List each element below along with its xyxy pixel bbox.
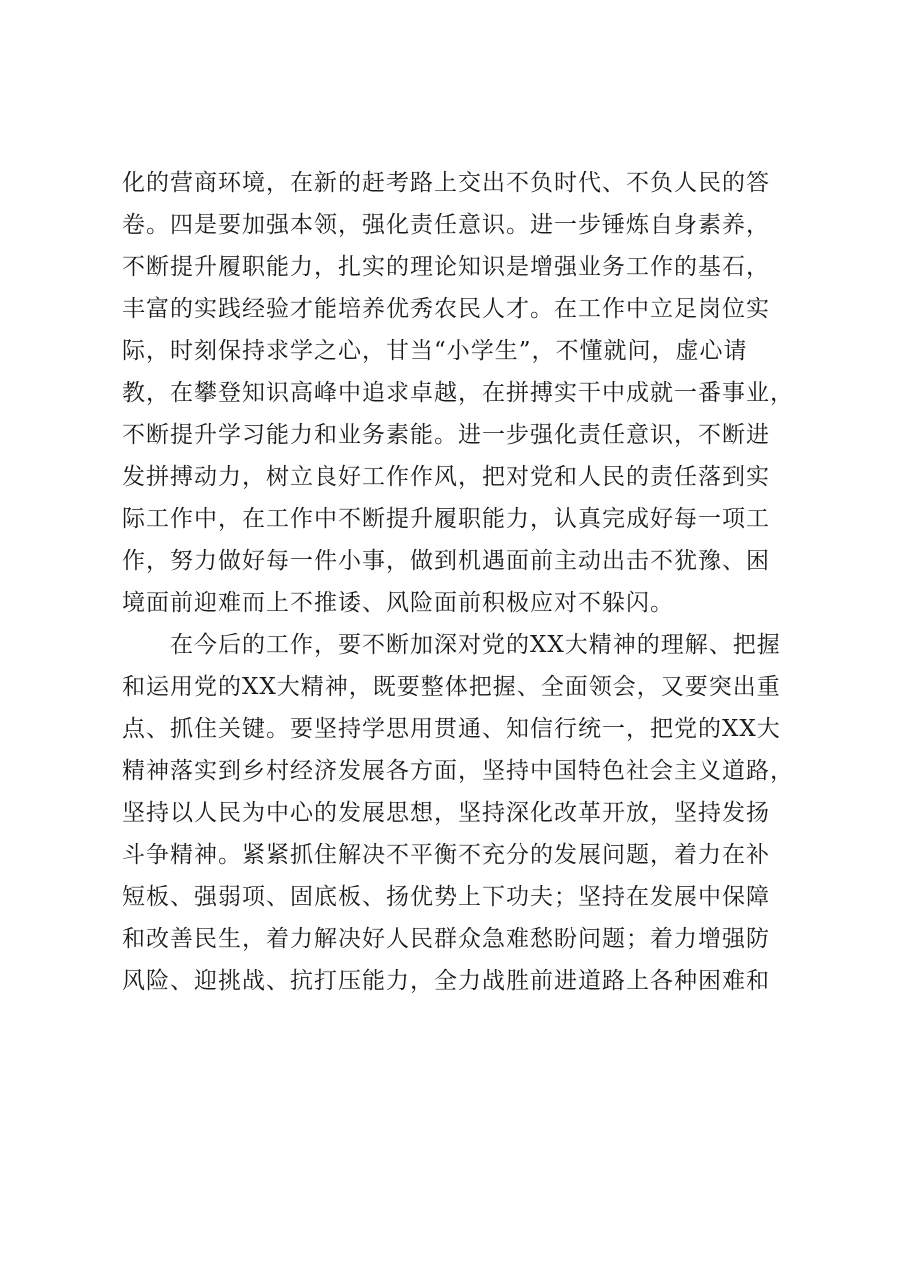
text-line: 不断提升学习能力和业务素能。进一步强化责任意识，不断进 xyxy=(122,422,770,448)
text-line: 化的营商环境，在新的赶考路上交出不负时代、不负人民的答 xyxy=(122,170,770,196)
text-line: 际，时刻保持求学之心，甘当“小学生”，不懂就问，虚心请 xyxy=(122,338,748,364)
text-line: 卷。四是要加强本领，强化责任意识。进一步锤炼自身素养， xyxy=(122,212,770,238)
text-line: 和运用党的XX大精神，既要整体把握、全面领会，又要突出重 xyxy=(122,674,781,700)
paragraph-2 xyxy=(122,624,802,1002)
text-line: 风险、迎挑战、抗打压能力，全力战胜前进道路上各种困难和 xyxy=(122,968,770,994)
document-body xyxy=(122,162,802,1002)
text-line: 和改善民生，着力解决好人民群众急难愁盼问题；着力增强防 xyxy=(122,926,770,952)
text-line: 点、抓住关键。要坚持学思用贯通、知信行统一，把党的XX大 xyxy=(122,716,781,742)
text-line: 不断提升履职能力，扎实的理论知识是增强业务工作的基石， xyxy=(122,254,770,280)
paragraph-1 xyxy=(122,162,802,624)
text-line: 精神落实到乡村经济发展各方面，坚持中国特色社会主义道路， xyxy=(122,758,794,784)
text-line: 际工作中，在工作中不断提升履职能力，认真完成好每一项工 xyxy=(122,506,770,532)
text-line: 短板、强弱项、固底板、扬优势上下功夫；坚持在发展中保障 xyxy=(122,884,770,910)
text-line: 斗争精神。紧紧抓住解决不平衡不充分的发展问题，着力在补 xyxy=(122,842,770,868)
text-line: 教，在攀登知识高峰中追求卓越，在拼搏实干中成就一番事业， xyxy=(122,380,794,406)
text-line: 坚持以人民为中心的发展思想，坚持深化改革开放，坚持发扬 xyxy=(122,800,770,826)
text-line: 作，努力做好每一件小事，做到机遇面前主动出击不犹豫、困 xyxy=(122,548,770,574)
text-line: 在今后的工作，要不断加深对党的XX大精神的理解、把握 xyxy=(170,632,781,658)
text-line: 发拼搏动力，树立良好工作作风，把对党和人民的责任落到实 xyxy=(122,464,770,490)
text-line: 境面前迎难而上不推诿、风险面前积极应对不躲闪。 xyxy=(122,590,674,616)
text-line: 丰富的实践经验才能培养优秀农民人才。在工作中立足岗位实 xyxy=(122,296,770,322)
